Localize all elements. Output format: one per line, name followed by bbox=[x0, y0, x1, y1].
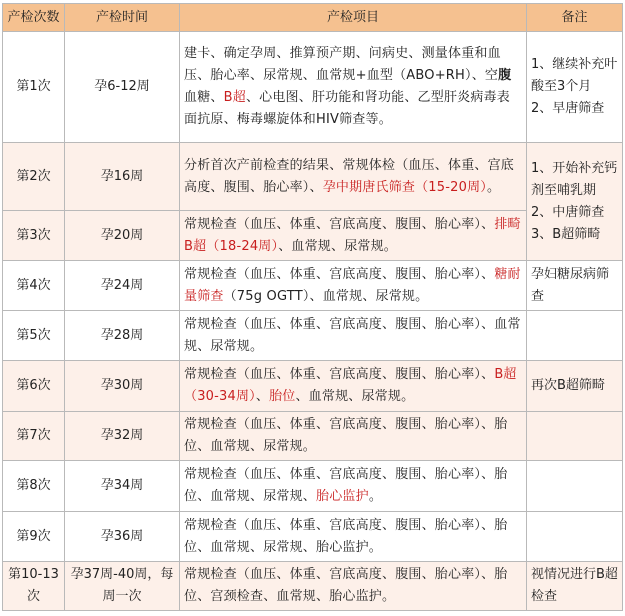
table-row bbox=[3, 512, 623, 562]
items-cell bbox=[180, 32, 527, 143]
time-cell: 孕34周 bbox=[65, 461, 180, 512]
item-text: 、 bbox=[255, 389, 270, 404]
time-cell: 孕32周 bbox=[65, 412, 180, 461]
time-cell: 孕24周 bbox=[65, 261, 180, 311]
items-cell bbox=[180, 461, 527, 512]
item-text: 常规检查（血压、体重、宫底高度、腹围、胎心率）、 bbox=[184, 216, 495, 232]
item-text: 、血常规、尿常规。 bbox=[278, 238, 398, 254]
highlight-text: 胎位 bbox=[269, 389, 296, 404]
note-line: 2、早唐筛查 bbox=[531, 101, 605, 116]
item-text: 常规检查（血压、体重、宫底高度、腹围、胎心率）、胎位、血常规、尿常规、胎心监护。 bbox=[184, 517, 508, 555]
note-cell bbox=[527, 361, 623, 412]
note-cell bbox=[527, 311, 623, 361]
visit-cell: 第8次 bbox=[3, 461, 65, 512]
table-row bbox=[3, 412, 623, 461]
table-row bbox=[3, 361, 623, 412]
item-text: 常规检查（血压、体重、宫底高度、腹围、胎心率）、胎位、血常规、尿常规、 bbox=[184, 467, 508, 504]
highlight-text: 排畸B超（18-24周） bbox=[184, 216, 521, 254]
item-text: 、血常规、尿常规。 bbox=[295, 389, 415, 404]
time-cell: 孕16周 bbox=[65, 143, 180, 211]
time-cell: 孕37周-40周，每周一次 bbox=[65, 562, 180, 611]
item-text: 。 bbox=[368, 489, 383, 504]
time-cell: 孕30周 bbox=[65, 361, 180, 412]
note-cell bbox=[527, 412, 623, 461]
note-cell bbox=[527, 32, 623, 143]
visit-cell: 第6次 bbox=[3, 361, 65, 412]
items-cell bbox=[180, 311, 527, 361]
item-text: 。 bbox=[486, 179, 501, 195]
header-note: 备注 bbox=[527, 4, 623, 32]
item-text: 血糖、 bbox=[184, 90, 224, 105]
note-cell bbox=[527, 562, 623, 611]
time-cell: 孕28周 bbox=[65, 311, 180, 361]
note-line: 3、B超筛畸 bbox=[531, 226, 601, 242]
note-cell bbox=[527, 461, 623, 512]
table-row bbox=[3, 562, 623, 611]
table-row bbox=[3, 261, 623, 311]
time-cell: 孕20周 bbox=[65, 211, 180, 261]
item-text: 常规检查（血压、体重、宫底高度、腹围、胎心率）、 bbox=[184, 266, 495, 282]
note-line: 1、开始补充钙剂至哺乳期 bbox=[531, 160, 618, 198]
note-line: 2、中唐筛查 bbox=[531, 204, 605, 220]
item-text: （75g OGTT）、血常规、尿常规。 bbox=[223, 288, 429, 304]
prenatal-checkup-table bbox=[2, 3, 623, 611]
items-cell bbox=[180, 412, 527, 461]
highlight-text: 孕中期唐氏筛查（15-20周） bbox=[322, 179, 487, 195]
highlight-text: 胎心监护 bbox=[316, 489, 369, 504]
item-text: 腹 bbox=[498, 68, 512, 83]
table-row bbox=[3, 461, 623, 512]
visit-cell: 第2次 bbox=[3, 143, 65, 211]
items-cell bbox=[180, 211, 527, 261]
highlight-text: B超 bbox=[223, 90, 246, 105]
note-line: 再次B超筛畸 bbox=[531, 378, 605, 393]
note-cell bbox=[527, 143, 623, 261]
note-cell bbox=[527, 512, 623, 562]
item-text: 常规检查（血压、体重、宫底高度、腹围、胎心率）、胎位、血常规、尿常规。 bbox=[184, 417, 508, 454]
visit-cell: 第1次 bbox=[3, 32, 65, 143]
note-cell bbox=[527, 261, 623, 311]
item-text: 常规检查（血压、体重、宫底高度、腹围、胎心率）、胎位、宫颈检查、血常规、胎心监护。 bbox=[184, 567, 508, 604]
visit-cell: 第3次 bbox=[3, 211, 65, 261]
time-cell: 孕6-12周 bbox=[65, 32, 180, 143]
items-cell bbox=[180, 512, 527, 562]
items-cell bbox=[180, 361, 527, 412]
visit-cell: 第5次 bbox=[3, 311, 65, 361]
visit-cell: 第4次 bbox=[3, 261, 65, 311]
item-text: 分析首次产前检查的结果、常规体检（血压、体重、宫底高度、腹围、胎心率）、 bbox=[184, 157, 515, 195]
visit-cell: 第7次 bbox=[3, 412, 65, 461]
item-text: 、心电图、肝功能和肾功能、乙型肝炎病毒表面抗原、梅毒螺旋体和HIV筛查等。 bbox=[184, 90, 510, 127]
item-text: 常规检查（血压、体重、宫底高度、腹围、胎心率）、 bbox=[184, 367, 495, 382]
table-row bbox=[3, 143, 623, 211]
item-text: 常规检查（血压、体重、宫底高度、腹围、胎心率）、血常规、尿常规。 bbox=[184, 316, 521, 354]
items-cell bbox=[180, 562, 527, 611]
item-text: 建卡、确定孕周、推算预产期、问病史、测量体重和血压、胎心率、尿常规、血常规+血型（ABO+RH）、空 bbox=[184, 46, 501, 83]
note-line: 视情况进行B超检查 bbox=[531, 567, 618, 604]
visit-cell: 第9次 bbox=[3, 512, 65, 562]
header-items: 产检项目 bbox=[180, 4, 527, 32]
header-time: 产检时间 bbox=[65, 4, 180, 32]
table-row bbox=[3, 311, 623, 361]
header-row bbox=[3, 4, 623, 32]
highlight-text: B超（30-34周） bbox=[184, 367, 517, 404]
items-cell bbox=[180, 143, 527, 211]
note-line: 孕妇糖尿病筛查 bbox=[531, 266, 610, 304]
time-cell: 孕36周 bbox=[65, 512, 180, 562]
items-cell bbox=[180, 261, 527, 311]
table-row bbox=[3, 32, 623, 143]
highlight-text: 糖耐量筛查 bbox=[184, 266, 521, 304]
note-line: 1、继续补充叶酸至3个月 bbox=[531, 57, 618, 94]
header-visit: 产检次数 bbox=[3, 4, 65, 32]
visit-cell: 第10-13次 bbox=[3, 562, 65, 611]
